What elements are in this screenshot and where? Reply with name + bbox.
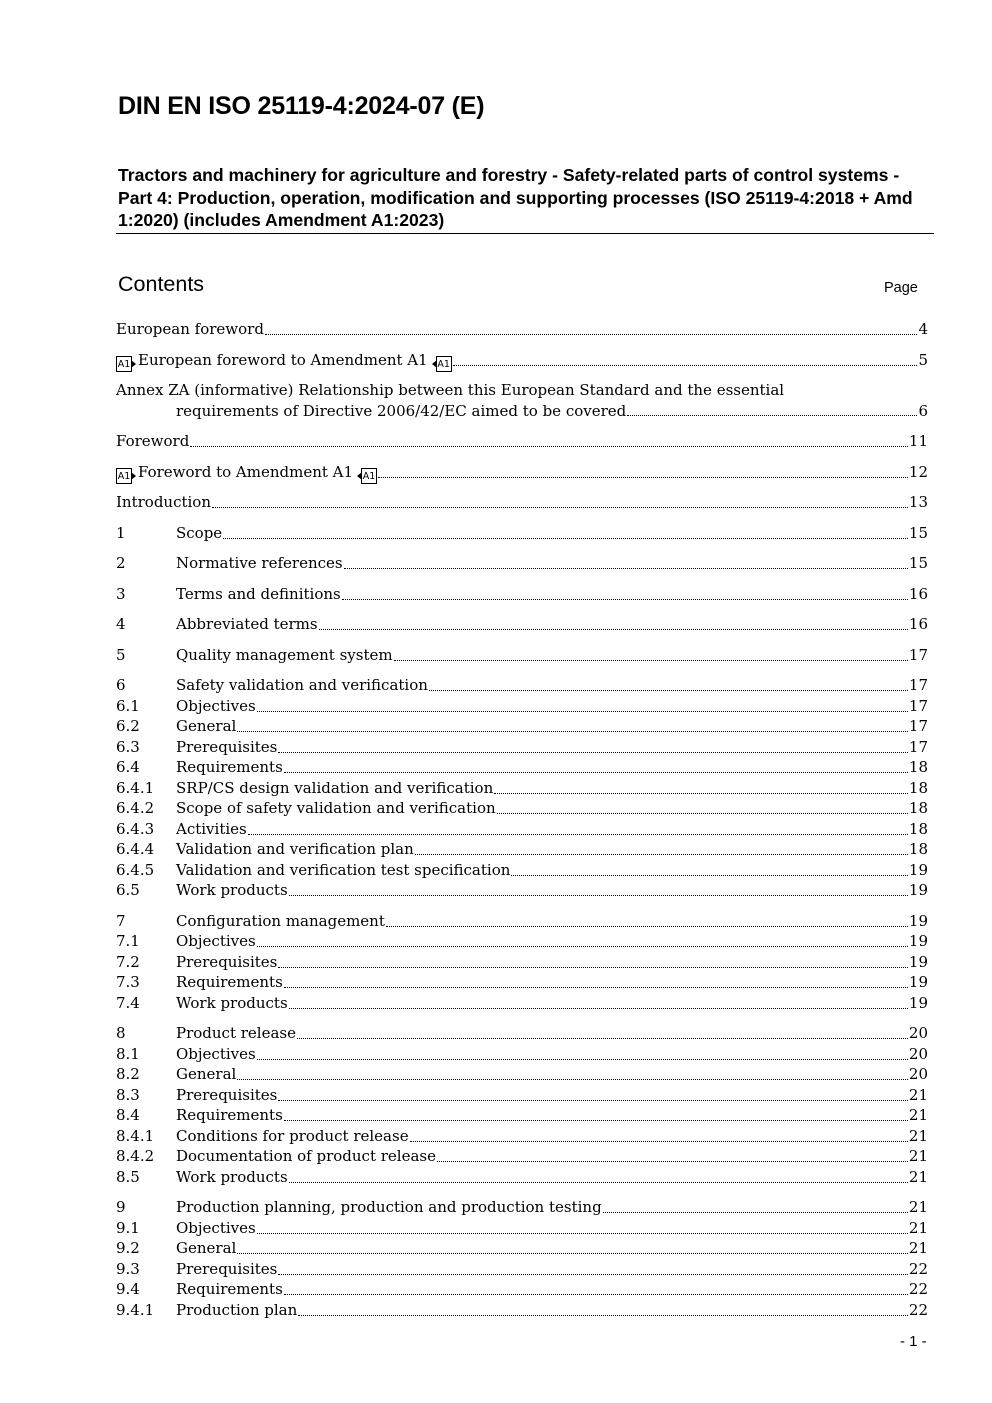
toc-page-number: 18: [908, 840, 928, 858]
toc-page-number: 20: [908, 1045, 928, 1063]
dot-leader: [223, 538, 908, 539]
toc-entry[interactable]: [116, 614, 928, 635]
toc-title: [176, 696, 256, 717]
toc-title: [176, 880, 288, 901]
toc-title-text: Prerequisites: [176, 1086, 278, 1104]
dot-leader: [284, 1294, 908, 1295]
toc-title-text: Production plan: [176, 1301, 298, 1319]
toc-page-number: 4: [918, 320, 928, 338]
toc-page-number: 15: [908, 554, 928, 572]
toc-title: [176, 1064, 236, 1085]
toc-page-number: 17: [908, 697, 928, 715]
toc-section-number: 8.2: [116, 1065, 140, 1083]
dot-leader: [257, 1233, 908, 1234]
toc-section-number: 3: [116, 585, 126, 603]
toc-title: [176, 1085, 277, 1106]
dot-leader: [237, 1079, 908, 1080]
toc-title-text: General: [176, 1065, 237, 1083]
toc-entry[interactable]: [116, 1238, 928, 1259]
toc-page-number: 21: [908, 1168, 928, 1186]
dot-leader: [394, 660, 908, 661]
toc-entry[interactable]: [116, 1044, 928, 1065]
dot-leader: [410, 1141, 908, 1142]
toc-entry[interactable]: [116, 757, 928, 778]
dot-leader: [437, 1161, 908, 1162]
toc-entry[interactable]: [116, 523, 928, 544]
toc-section-number: 8: [116, 1024, 126, 1042]
toc-entry[interactable]: [116, 952, 928, 973]
toc-section-number: 9.1: [116, 1219, 140, 1237]
toc-entry[interactable]: [116, 431, 928, 452]
toc-title-text: Requirements: [176, 1280, 283, 1298]
toc-title: [176, 1146, 436, 1167]
toc-title-text: General: [176, 717, 237, 735]
toc-section-number: 7.4: [116, 994, 140, 1012]
toc-title: [176, 798, 496, 819]
toc-section-number: 6: [116, 676, 126, 694]
toc-title: [176, 584, 341, 605]
toc-title: [176, 757, 283, 778]
toc-title-text: Foreword to Amendment A1: [138, 463, 354, 481]
toc-page-number: 13: [908, 493, 928, 511]
dot-leader: [344, 568, 908, 569]
toc-title-text: Objectives: [176, 1219, 256, 1237]
dot-leader: [248, 834, 908, 835]
toc-page-number: 17: [908, 676, 928, 694]
toc-title-text: Requirements: [176, 973, 283, 991]
toc-title-text: Activities: [176, 820, 247, 838]
amendment-close-icon: A1: [361, 468, 377, 484]
toc-section-number: 8.1: [116, 1045, 140, 1063]
dot-leader: [284, 1120, 908, 1121]
dot-leader: [497, 813, 908, 814]
toc-title-text: Requirements: [176, 758, 283, 776]
toc-section-number: 8.3: [116, 1086, 140, 1104]
dot-leader: [237, 1253, 908, 1254]
toc-title-text: Introduction: [116, 493, 211, 511]
toc-title: [176, 1105, 283, 1126]
toc-section-number: 8.5: [116, 1168, 140, 1186]
toc-page-number: 19: [908, 973, 928, 991]
toc-entry[interactable]: [116, 839, 928, 860]
toc-title-text: Abbreviated terms: [176, 615, 318, 633]
toc-entry[interactable]: [116, 462, 928, 483]
toc-title-text: Prerequisites: [176, 738, 278, 756]
toc-page-number: 21: [908, 1239, 928, 1257]
toc-page-number: 19: [908, 861, 928, 879]
dot-leader: [289, 1182, 908, 1183]
dot-leader: [342, 599, 908, 600]
page-column-heading: Page: [884, 280, 918, 296]
toc-title: [176, 819, 247, 840]
toc-page-number: 11: [908, 432, 928, 450]
toc-title-text: Validation and verification plan: [176, 840, 414, 858]
toc-section-number: 6.3: [116, 738, 140, 756]
toc-title: Annex ZA (informative) Relationship between this European Standard and the essential: [116, 381, 785, 399]
dot-leader: [190, 446, 908, 447]
dot-leader: [265, 334, 918, 335]
toc-page-number: 19: [908, 932, 928, 950]
toc-page-number: 19: [908, 994, 928, 1012]
toc-entry[interactable]: [116, 860, 928, 881]
toc-title: [176, 1218, 256, 1239]
dot-leader: [278, 1274, 908, 1275]
toc-entry[interactable]: [116, 911, 928, 932]
toc-title: [176, 931, 256, 952]
toc-title: [176, 778, 493, 799]
toc-entry[interactable]: [116, 675, 928, 696]
toc-page-number: 19: [908, 953, 928, 971]
toc-entry[interactable]: [116, 1023, 928, 1044]
toc-title: [176, 523, 222, 544]
toc-title: [176, 737, 277, 758]
toc-title-text: General: [176, 1239, 237, 1257]
toc-title: [176, 645, 393, 666]
amendment-open-icon: A1: [116, 356, 132, 372]
toc-title-text: Requirements: [176, 1106, 283, 1124]
toc-section-number: 8.4.1: [116, 1127, 155, 1145]
toc-entry[interactable]: [116, 553, 928, 574]
toc-entry[interactable]: [116, 798, 928, 819]
toc-title-text: Production planning, production and production testing: [176, 1198, 602, 1216]
toc-title-text: Work products: [176, 994, 288, 1012]
toc-title: [116, 350, 452, 372]
dot-leader: [284, 987, 908, 988]
toc-page-number: 17: [908, 738, 928, 756]
toc-title-text: Conditions for product release: [176, 1127, 409, 1145]
toc-section-number: 6.4.4: [116, 840, 155, 858]
toc-title-text: Product release: [176, 1024, 296, 1042]
toc-section-number: 9.3: [116, 1260, 140, 1278]
toc-section-number: 4: [116, 615, 126, 633]
toc-title-text: Prerequisites: [176, 1260, 278, 1278]
toc-page-number: 21: [908, 1106, 928, 1124]
toc-title-text: Scope of safety validation and verification: [176, 799, 496, 817]
toc-entry[interactable]: [116, 972, 928, 993]
toc-section-number: 6.4.3: [116, 820, 155, 838]
dot-leader: [415, 854, 908, 855]
dot-leader: [289, 1008, 908, 1009]
toc-page-number: 18: [908, 758, 928, 776]
toc-page-number: 20: [908, 1024, 928, 1042]
toc-title: [176, 675, 428, 696]
toc-section-number: 6.1: [116, 697, 140, 715]
toc-page-number: 22: [908, 1280, 928, 1298]
toc-entry[interactable]: [116, 584, 928, 605]
toc-section-number: 7.1: [116, 932, 140, 950]
toc-section-number: 9.4.1: [116, 1301, 155, 1319]
toc-title: [116, 462, 377, 484]
toc-page-number: 19: [908, 881, 928, 899]
toc-section-number: 9.4: [116, 1280, 140, 1298]
toc-title: [176, 860, 510, 881]
toc-title-line2: requirements of Directive 2006/42/EC aimed to be covered: [176, 401, 627, 420]
dot-leader: [278, 752, 908, 753]
toc-title: [116, 319, 264, 340]
toc-entry[interactable]: [116, 1259, 928, 1280]
document-id: DIN EN ISO 25119-4:2024-07 (E): [118, 92, 485, 120]
toc-title-text: European foreword: [116, 320, 264, 338]
toc-section-number: 6.2: [116, 717, 140, 735]
dot-leader: [212, 507, 908, 508]
toc-entry[interactable]: [116, 778, 928, 799]
toc-title: [176, 993, 288, 1014]
toc-page-number: 18: [908, 779, 928, 797]
toc-title-text: Objectives: [176, 697, 256, 715]
toc-title: [176, 1300, 297, 1321]
toc-title-text: Documentation of product release: [176, 1147, 436, 1165]
toc-page-number: 19: [908, 912, 928, 930]
toc-title: [176, 1197, 602, 1218]
dot-leader: [494, 793, 908, 794]
toc-section-number: 9: [116, 1198, 126, 1216]
toc-title-text: Work products: [176, 881, 288, 899]
toc-page-number: 21: [908, 1086, 928, 1104]
contents-heading: Contents: [118, 272, 205, 296]
toc-title: [116, 431, 189, 452]
dot-leader: [257, 946, 908, 947]
toc-entry[interactable]: [116, 1167, 928, 1188]
toc-page-number: 21: [908, 1147, 928, 1165]
toc-title: [176, 1023, 296, 1044]
dot-leader: [511, 875, 908, 876]
toc-entry[interactable]: [116, 716, 928, 737]
toc-title-text: Validation and verification test specification: [176, 861, 511, 879]
dot-leader: [378, 477, 908, 478]
toc-section-number: 5: [116, 646, 126, 664]
toc-section-number: 7.2: [116, 953, 140, 971]
toc-section-number: 7: [116, 912, 126, 930]
toc-title-text: Terms and definitions: [176, 585, 341, 603]
toc-section-number: 6.4: [116, 758, 140, 776]
toc-title: [176, 1238, 236, 1259]
toc-section-number: 6.4.5: [116, 861, 155, 879]
toc-entry[interactable]: [116, 1300, 928, 1321]
dot-leader: [627, 415, 917, 416]
toc-section-number: 9.2: [116, 1239, 140, 1257]
toc-title-text: Scope: [176, 524, 223, 542]
toc-title: [176, 839, 414, 860]
toc-section-number: 6.4.2: [116, 799, 155, 817]
toc-title: [176, 716, 236, 737]
toc-title-text: Prerequisites: [176, 953, 278, 971]
document-title: Tractors and machinery for agriculture and forestry - Safety-related parts of control systems - Part 4: Production, operation, modification and supporting processes (ISO 25119-4:2018 + Amd 1:2020) (includes Amendment A1:2023): [118, 165, 913, 230]
toc-title: [176, 911, 385, 932]
toc-entry[interactable]: [116, 1197, 928, 1218]
toc-page-number: 22: [908, 1260, 928, 1278]
toc-entry[interactable]: [116, 993, 928, 1014]
toc-entry[interactable]: [116, 1218, 928, 1239]
dot-leader: [284, 772, 908, 773]
toc-title-text: Objectives: [176, 932, 256, 950]
toc-entry[interactable]: [116, 880, 928, 901]
toc-title: [176, 553, 343, 574]
toc-page-number: 12: [908, 463, 928, 481]
dot-leader: [386, 926, 908, 927]
toc-title: [176, 972, 283, 993]
toc-title: [176, 614, 318, 635]
toc-page-number: 17: [908, 646, 928, 664]
toc-section-number: 8.4.2: [116, 1147, 155, 1165]
toc-page-number: 20: [908, 1065, 928, 1083]
toc-entry[interactable]: [116, 931, 928, 952]
toc-page-number: 21: [908, 1127, 928, 1145]
toc-page-number: 18: [908, 799, 928, 817]
page-number: - 1 -: [900, 1333, 927, 1350]
toc-entry[interactable]: [116, 696, 928, 717]
toc-entry[interactable]: [116, 1146, 928, 1167]
toc-entry[interactable]: [116, 1279, 928, 1300]
toc-section-number: 6.5: [116, 881, 140, 899]
dot-leader: [603, 1212, 908, 1213]
toc-title-text: SRP/CS design validation and verification: [176, 779, 494, 797]
toc-page-number: 22: [908, 1301, 928, 1319]
toc-title: [176, 952, 277, 973]
toc-page-number: 6: [918, 401, 928, 420]
toc-title-text: Work products: [176, 1168, 288, 1186]
dot-leader: [298, 1315, 908, 1316]
dot-leader: [278, 967, 908, 968]
toc-title-text: Safety validation and verification: [176, 676, 428, 694]
toc-page-number: 21: [908, 1198, 928, 1216]
toc-title-text: Objectives: [176, 1045, 256, 1063]
dot-leader: [278, 1100, 908, 1101]
toc-title-text: Foreword: [116, 432, 190, 450]
toc-entry[interactable]: [116, 1085, 928, 1106]
toc-title: [176, 1259, 277, 1280]
toc-page-number: 15: [908, 524, 928, 542]
dot-leader: [257, 1059, 908, 1060]
toc-title-text: Quality management system: [176, 646, 393, 664]
toc-title: [176, 1126, 409, 1147]
toc-section-number: 7.3: [116, 973, 140, 991]
toc-title-text: Normative references: [176, 554, 343, 572]
toc-entry[interactable]: [116, 1064, 928, 1085]
dot-leader: [429, 690, 908, 691]
dot-leader: [319, 629, 908, 630]
toc-section-number: 6.4.1: [116, 779, 155, 797]
dot-leader: [289, 895, 908, 896]
toc-page-number: 16: [908, 615, 928, 633]
toc-section-number: 1: [116, 524, 126, 542]
toc-page-number: 21: [908, 1219, 928, 1237]
dot-leader: [297, 1038, 908, 1039]
toc-entry[interactable]: [116, 492, 928, 513]
toc-entry[interactable]: [116, 645, 928, 666]
dot-leader: [257, 711, 908, 712]
toc-entry[interactable]: [116, 1105, 928, 1126]
amendment-open-icon: A1: [116, 468, 132, 484]
toc-title-text: European foreword to Amendment A1: [138, 351, 428, 369]
toc-title: [176, 1044, 256, 1065]
toc-entry[interactable]: [116, 1126, 928, 1147]
toc-entry[interactable]: [116, 319, 928, 340]
toc-section-number: 2: [116, 554, 126, 572]
toc-title: [176, 1279, 283, 1300]
toc-entry[interactable]: [116, 380, 928, 421]
toc-title: [116, 492, 211, 513]
toc-entry[interactable]: [116, 737, 928, 758]
dot-leader: [237, 731, 908, 732]
toc-title-text: Configuration management: [176, 912, 385, 930]
toc-title: [176, 1167, 288, 1188]
toc-entry[interactable]: [116, 819, 928, 840]
toc-title-continuation: [116, 401, 928, 422]
dot-leader: [453, 365, 918, 366]
toc-page-number: 5: [918, 351, 928, 369]
toc-page-number: 16: [908, 585, 928, 603]
amendment-close-icon: A1: [436, 356, 452, 372]
toc-page-number: 17: [908, 717, 928, 735]
toc-page-number: 18: [908, 820, 928, 838]
toc-section-number: 8.4: [116, 1106, 140, 1124]
toc-entry[interactable]: [116, 350, 928, 371]
